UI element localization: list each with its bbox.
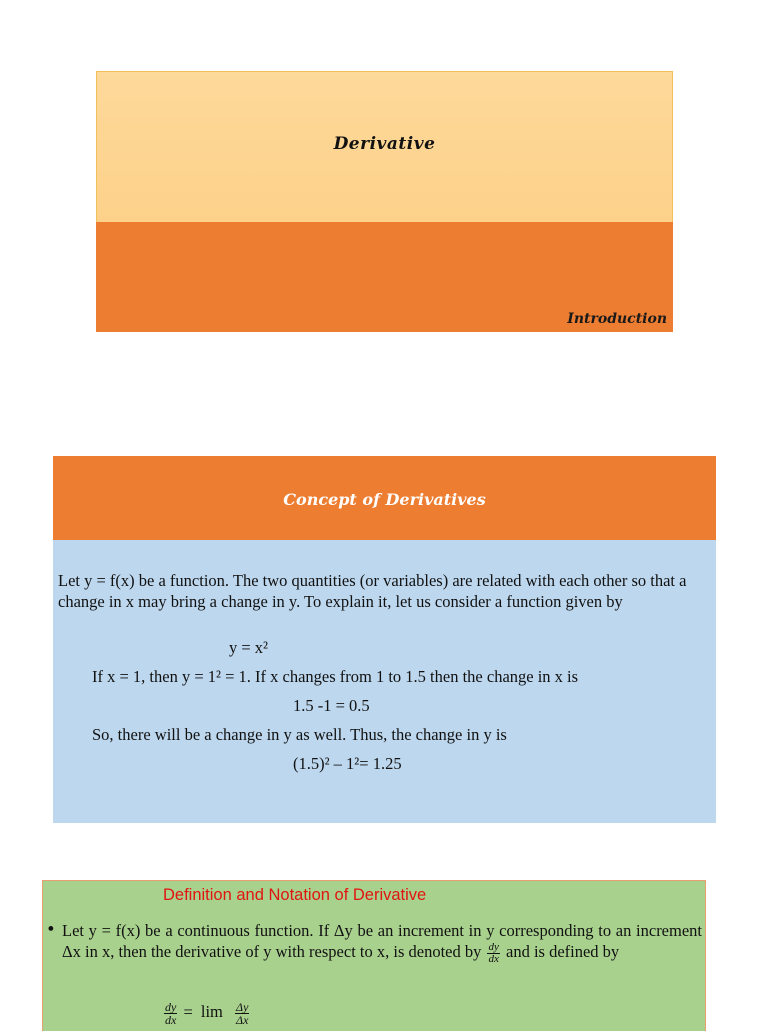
concept-header [53,456,716,540]
concept-title: Concept of Derivatives [283,490,486,509]
formula-lhs-numerator: dy [165,1000,177,1014]
formula-equals: = [183,1002,193,1022]
concept-line-change-in-y: So, there will be a change in y as well. Thus, the change in y is [92,725,507,744]
formula-rhs-numerator: Δy [236,1000,249,1014]
title-slide [96,71,673,332]
definition-sentence: Let y = f(x) be a continuous function. If Δy be an increment in y corresponding to an increment Δx in x, then the derivative of y with respect to x, is denoted by [62,921,702,961]
formula-lhs-fraction [164,1001,177,1026]
formula-limit: lim [200,1002,223,1022]
equation-y-equals-x-squared: y = x² [229,638,269,657]
equation-change-in-y: (1.5)² – 1²= 1.25 [293,754,402,773]
dy-dx-notation [487,942,499,965]
definition-heading: Definition and Notation of Derivative [163,886,427,904]
derivative-limit-formula [162,1001,251,1026]
equation-change-in-x: 1.5 -1 = 0.5 [293,696,370,715]
slide-subtitle: Introduction [567,311,667,327]
concept-slide [53,456,716,823]
definition-text [62,920,702,965]
subtitle-band [96,222,673,332]
slide-title: Derivative [333,134,436,154]
concept-line-change-in-x: If x = 1, then y = 1² = 1. If x changes from 1 to 1.5 then the change in x is [92,667,579,686]
definition-slide [42,880,706,1031]
concept-body [53,540,716,823]
definition-tail: and is defined by [501,942,620,961]
title-band [96,71,673,223]
notation-denominator: dx [488,952,499,965]
formula-rhs-denominator: Δx [236,1013,249,1027]
concept-paragraph: Let y = f(x) be a function. The two quantities (or variables) are related with each other so that a change in x may bring a change in y. To explain it, let us consider a function given by [58,571,687,611]
formula-rhs-fraction [235,1001,249,1026]
notation-numerator: dy [488,940,499,953]
bullet-icon: • [46,920,56,939]
formula-lhs-denominator: dx [165,1013,177,1027]
